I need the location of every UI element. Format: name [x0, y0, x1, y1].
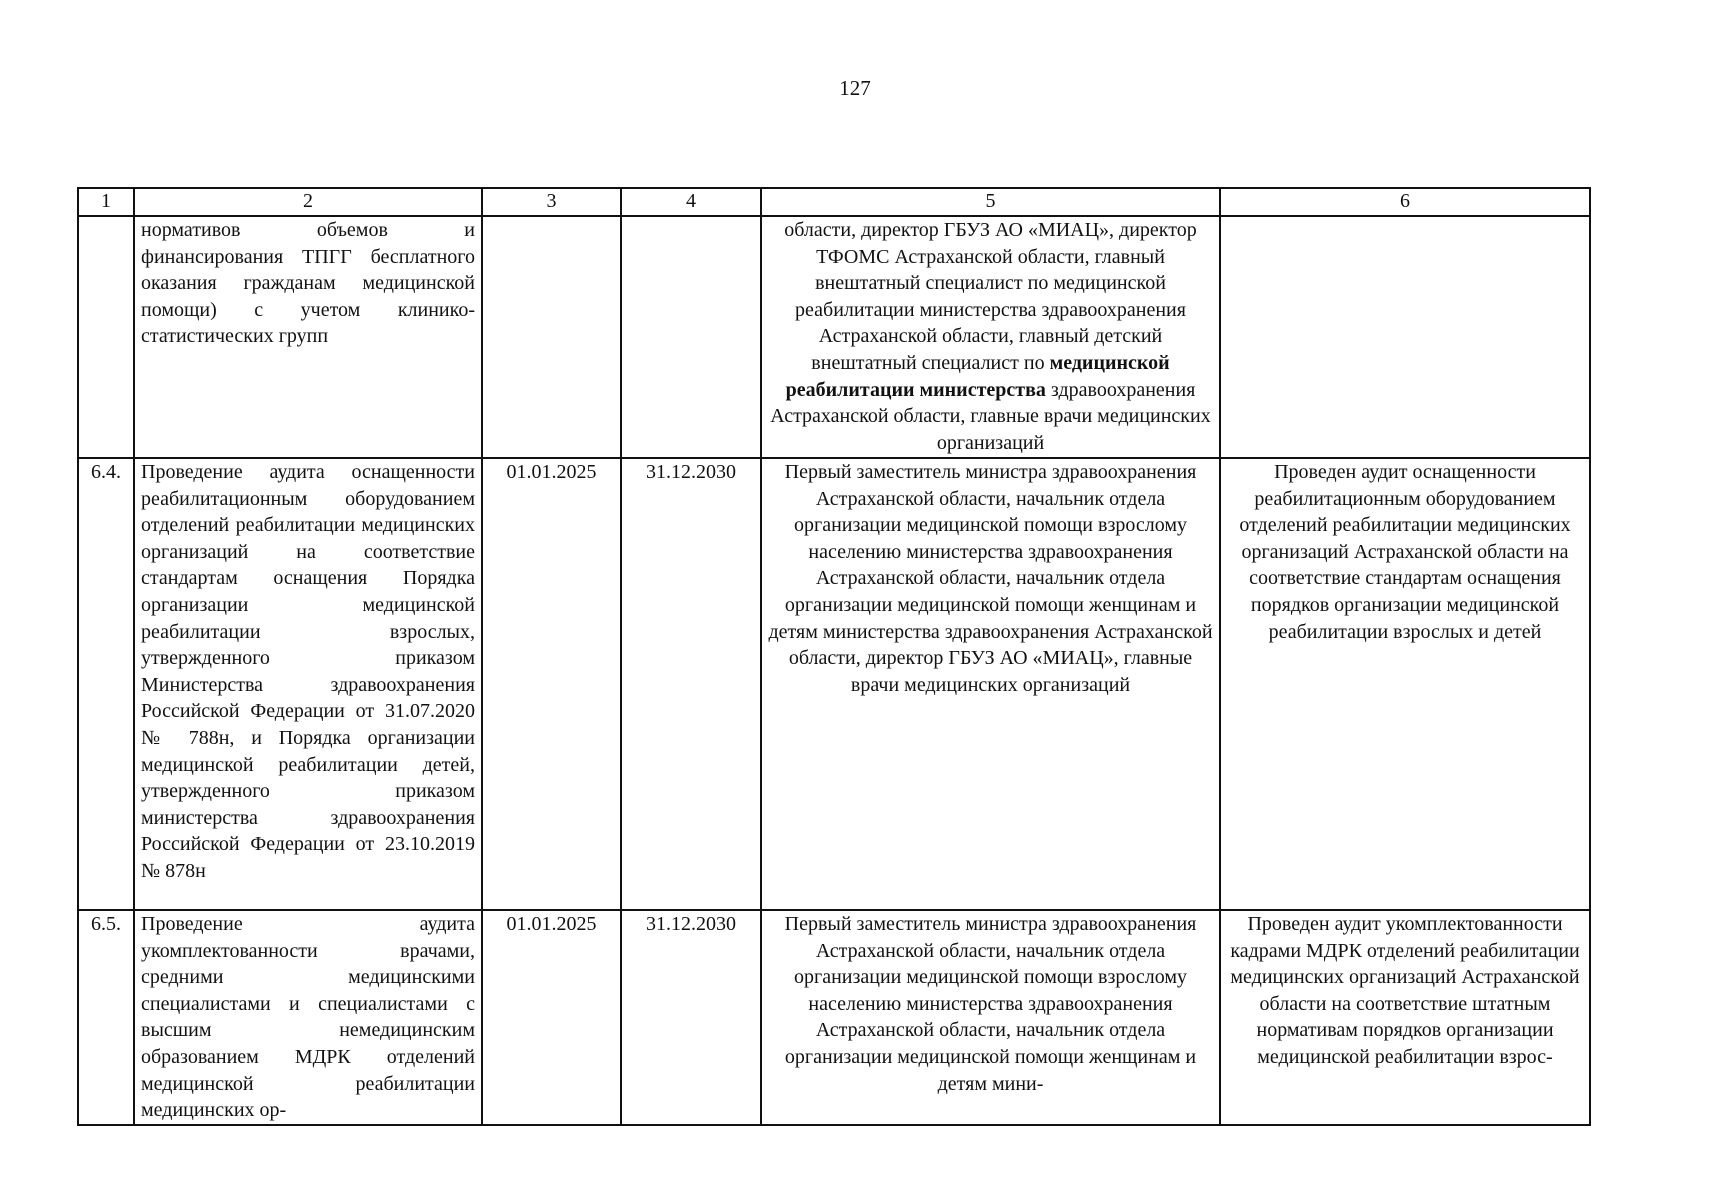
activity-name: Проведение аудита укомплектованности врачами, средними медицинскими специалистами и специалистами с высшим немедицинским образованием МДРК отделений медицинской реабилитации медицинских ор-: [134, 910, 482, 1125]
page-number: 127: [839, 76, 871, 100]
expected-result: [1220, 216, 1590, 458]
table-row: [78, 910, 1590, 1125]
action-plan-table: [77, 187, 1591, 1126]
table-row: [78, 458, 1590, 910]
column-header-4: 4: [621, 188, 761, 216]
responsible-text-end: здравоохранения Астраханской области, главные врачи медицинских организаций: [770, 378, 1211, 454]
responsible-text: области, директор ГБУЗ АО «МИАЦ», директор ТФОМС Астраханской области, главный внештатный специалист по медицинской реабилитации министерства здравоохранения Астраханской области, главный детский внештатный специалист по: [784, 219, 1197, 374]
column-header-6: 6: [1220, 188, 1590, 216]
responsible-persons: Первый заместитель министра здравоохранения Астраханской области, начальник отдела организации медицинской помощи взрослому населению министерства здравоохранения Астраханской области, начальник отдела организации медицинской помощи женщинам и детям министерства здравоохранения Астраханской области, директор ГБУЗ АО «МИАЦ», главные врачи медицинских организаций: [761, 458, 1220, 910]
start-date: 01.01.2025: [482, 910, 621, 1125]
responsible-persons: Первый заместитель министра здравоохранения Астраханской области, начальник отдела организации медицинской помощи взрослому населению министерства здравоохранения Астраханской области, начальник отдела организации медицинской помощи женщинам и детям мини-: [761, 910, 1220, 1125]
column-header-2: 2: [134, 188, 482, 216]
expected-result: Проведен аудит укомплектованности кадрами МДРК отделений реабилитации медицинских организаций Астраханской области на соответствие штатным нормативам порядков организации медицинской реабилитации взрос-: [1220, 910, 1590, 1125]
responsible-text-bold: медицинской реабилитации министерства: [785, 351, 1170, 401]
expected-result: Проведен аудит оснащенности реабилитационным оборудованием отделений реабилитации медицинских организаций Астраханской области на соответствие стандартам оснащения порядков организации медицинской реабилитации взрослых и детей: [1220, 458, 1590, 910]
activity-name: нормативов объемов и финансирования ТПГГ бесплатного оказания гражданам медицинской помощи) с учетом клинико-статистических групп: [134, 216, 482, 458]
row-number: [78, 216, 134, 458]
column-header-3: 3: [482, 188, 621, 216]
end-date: 31.12.2030: [621, 458, 761, 910]
header-row: [78, 188, 1590, 216]
row-number: 6.5.: [78, 910, 134, 1125]
responsible-persons: [761, 216, 1220, 458]
end-date: [621, 216, 761, 458]
start-date: 01.01.2025: [482, 458, 621, 910]
activity-name: Проведение аудита оснащенности реабилитационным оборудованием отделений реабилитации медицинских организаций на соответствие стандартам оснащения Порядка организации медицинской реабилитации взрослых, утвержденного приказом Министерства здравоохранения Российской Федерации от 31.07.2020 № 788н, и Порядка организации медицинской реабилитации детей, утвержденного приказом министерства здравоохранения Российской Федерации от 23.10.2019 № 878н: [134, 458, 482, 910]
table-row: [78, 216, 1590, 458]
start-date: [482, 216, 621, 458]
column-header-5: 5: [761, 188, 1220, 216]
end-date: 31.12.2030: [621, 910, 761, 1125]
column-header-1: 1: [78, 188, 134, 216]
row-number: 6.4.: [78, 458, 134, 910]
